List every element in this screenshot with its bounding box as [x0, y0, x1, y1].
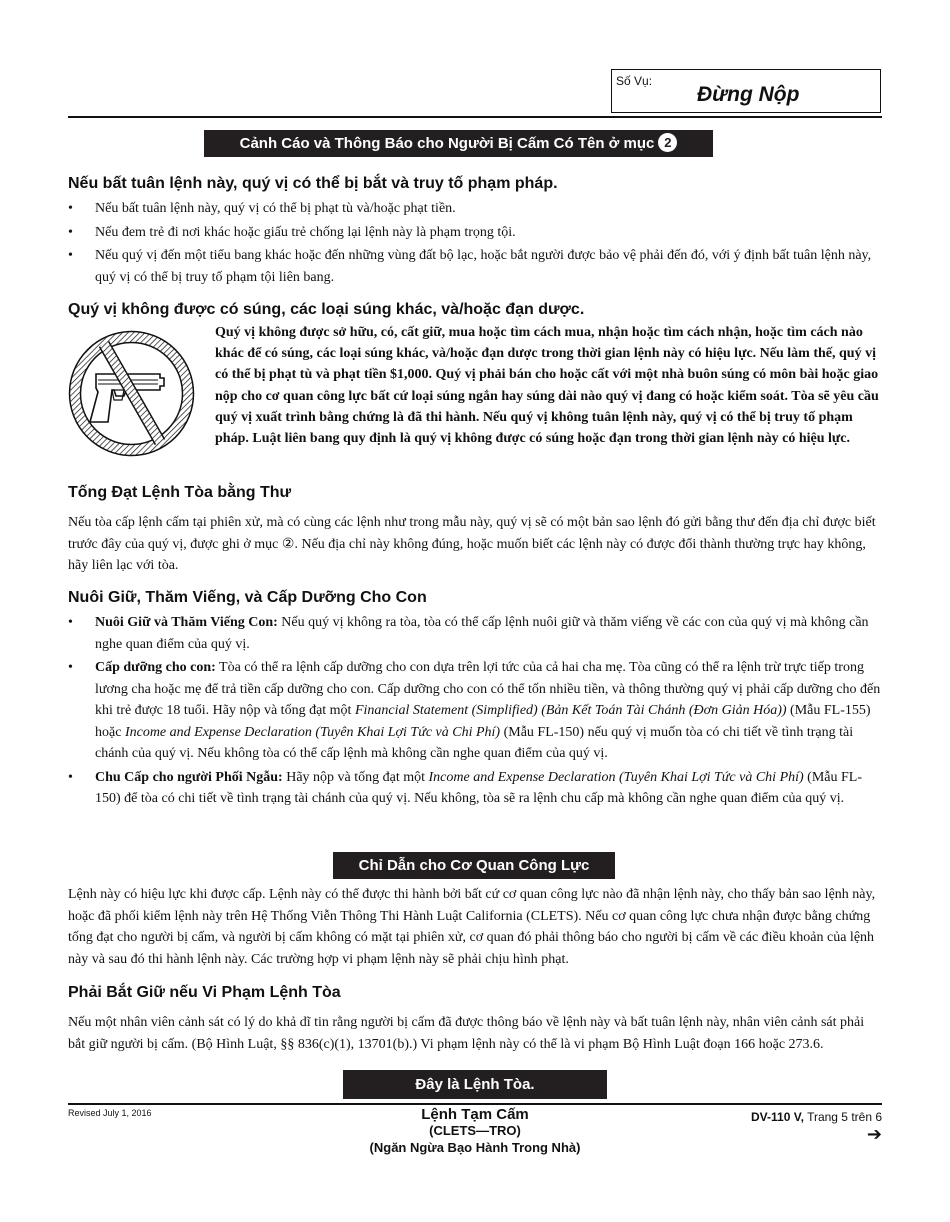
form-title-block	[300, 1106, 650, 1156]
warning-banner	[204, 130, 713, 157]
case-number-value: Đừng Nộp	[697, 83, 800, 106]
arrest-bullet-list	[68, 198, 882, 290]
custody-heading: Nuôi Giữ, Thăm Viếng, và Cấp Dưỡng Cho Con	[68, 589, 427, 606]
law-enforcement-banner: Chỉ Dẫn cho Cơ Quan Công Lực	[333, 852, 615, 879]
case-number-box	[611, 69, 881, 113]
law-enforcement-text: Lệnh này có hiệu lực khi được cấp. Lệnh này có thể được thi hành bởi bất cứ cơ quan công lực nào đã nhận lệnh này, cho thấy bản sao lệnh này, hoặc đã phối kiểm lệnh này trên Hệ Thống Viễn Thông Thi Hành Luật California (CLETS). Nếu cơ quan công lực chưa nhận được bằng chứng tống đạt cho người bị cấm, và người bị cấm không có mặt tại phiên xử, cơ quan đó phải thông báo cho người bị cấm về các điều khoản của lệnh này và sau đó thi hành lệnh này. Các trường hợp vi phạm lệnh này sẽ phải chịu hình phạt.	[68, 887, 876, 967]
violation-heading: Phải Bắt Giữ nếu Vi Phạm Lệnh Tòa	[68, 984, 341, 1001]
custody-bullet-list	[68, 612, 882, 812]
list-item: • Nuôi Giữ và Thăm Viếng Con: Nếu quý vị không ra tòa, tòa có thể cấp lệnh nuôi giữ và thăm viếng về các con của quý vị mà không cần nghe quan điểm của quý vị.	[68, 615, 869, 652]
next-page-arrow-icon: ➔	[866, 1124, 882, 1144]
guns-heading: Quý vị không được có súng, các loại súng khác, và/hoặc đạn dược.	[68, 301, 585, 318]
guns-warning-text: Quý vị không được sở hữu, có, cất giữ, mua hoặc tìm cách mua, nhận hoặc tìm cách nhận, hoặc tìm cách nào khác để có súng, các loại súng khác, và/hoặc đạn dược trong thời gian lệnh này có hiệu lực. Nếu làm thế, quý vị có thể bị phạt tù và phạt tiền $1,000. Quý vị phải bán cho hoặc cất với một nhà buôn súng có môn bài hoặc giao nộp cho cơ quan công lực bất cứ loại súng ngắn hay súng dài nào quý vị đang có hoặc kiểm soát. Tòa sẽ yêu cầu quý vị xuất trình bằng chứng là đã thi hành. Nếu quý vị không tuân lệnh này, quý vị có thể bị truy tố phạm pháp. Luật liên bang quy định là quý vị không được có súng hoặc đạn trong thời gian lệnh này có hiệu lực.	[215, 325, 879, 447]
revised-date: Revised July 1, 2016	[68, 1108, 152, 1118]
form-subtitle-dv: (Ngăn Ngừa Bạo Hành Trong Nhà)	[369, 1140, 581, 1155]
no-guns-icon	[68, 330, 195, 457]
item-ref-2: ②	[281, 536, 295, 552]
list-item: • Nếu bất tuân lệnh này, quý vị có thể bị phạt tù và/hoặc phạt tiền.	[68, 201, 456, 216]
form-id: DV-110 V,	[751, 1110, 804, 1124]
footer-rule	[68, 1103, 882, 1105]
warning-banner-text: Cảnh Cáo và Thông Báo cho Người Bị Cấm Có Tên ở mục	[239, 135, 655, 152]
list-item: • Chu Cấp cho người Phối Ngẫu: Hãy nộp và tống đạt một Income and Expense Declaration (Tuyên Khai Lợi Tức và Chi Phí) (Mẫu FL-150) để tòa có chi tiết về tình trạng tài chánh của quý vị. Nếu không, tòa sẽ ra lệnh chu cấp mà không cần nghe quan điểm của quý vị.	[68, 769, 862, 806]
top-rule	[68, 116, 882, 118]
list-item: • Nếu đem trẻ đi nơi khác hoặc giấu trẻ chống lại lệnh này là phạm trọng tội.	[68, 224, 516, 240]
case-number-label: Số Vụ:	[616, 74, 653, 88]
form-title: Lệnh Tạm Cấm	[421, 1106, 529, 1123]
arrest-heading: Nếu bất tuân lệnh này, quý vị có thể bị bắt và truy tố phạm pháp.	[68, 175, 558, 192]
court-order-banner: Đây là Lệnh Tòa.	[343, 1070, 607, 1099]
page-info	[751, 1110, 882, 1124]
item-number-badge: 2	[658, 133, 677, 152]
form-subtitle-clets: (CLETS—TRO)	[429, 1123, 521, 1138]
list-item: • Nếu quý vị đến một tiểu bang khác hoặc đến những vùng đất bộ lạc, hoặc bắt người được bảo vệ phải đến đó, với ý định bất tuân lệnh này, quý vị có thể bị truy tố phạm tội liên bang.	[68, 248, 872, 285]
list-item: • Cấp dưỡng cho con: Tòa có thể ra lệnh cấp dưỡng cho con dựa trên lợi tức của cả hai cha mẹ. Tòa cũng có thể ra lệnh trừ trực tiếp trong lương cha hoặc mẹ để trả tiền cấp dưỡng cho con. Cấp dưỡng cho con có thể tốn nhiều tiền, và thông thường quý vị phải cấp dưỡng cho đến khi trẻ được 18 tuổi. Hãy nộp và tống đạt một Financial Statement (Simplified) (Bản Kết Toán Tài Chánh (Đơn Giản Hóa)) (Mẫu FL-155) hoặc Income and Expense Declaration (Tuyên Khai Lợi Tức và Chi Phí) (Mẫu FL-150) nếu quý vị muốn tòa có chi tiết về tình trạng tài chánh của quý vị. Nếu không tòa có thể cấp lệnh mà không cần nghe quan điểm của quý vị.	[68, 660, 881, 761]
mail-service-text: Nếu tòa cấp lệnh cấm tại phiên xử, mà có cùng các lệnh như trong mẫu này, quý vị sẽ có một bản sao lệnh đó gửi bằng thư đến địa chỉ được biết trước đây của quý vị, được ghi ở mục ②. Nếu địa chỉ này không đúng, hoặc muốn biết các lệnh này có được đổi thành thường trực hay không, hãy liên lạc với tòa.	[68, 515, 876, 573]
page-number: Trang 5 trên 6	[803, 1110, 882, 1124]
mail-service-heading: Tống Đạt Lệnh Tòa bằng Thư	[68, 484, 292, 501]
violation-text: Nếu một nhân viên cảnh sát có lý do khả dĩ tin rằng người bị cấm đã được thông báo về lệnh này và bất tuân lệnh này, nhân viên cảnh sát phải bắt giữ người bị cấm. (Bộ Hình Luật, §§ 836(c)(1), 13701(b).) Vi phạm lệnh này có thể là vi phạm Bộ Hình Luật đoạn 166 hoặc 273.6.	[68, 1015, 865, 1052]
